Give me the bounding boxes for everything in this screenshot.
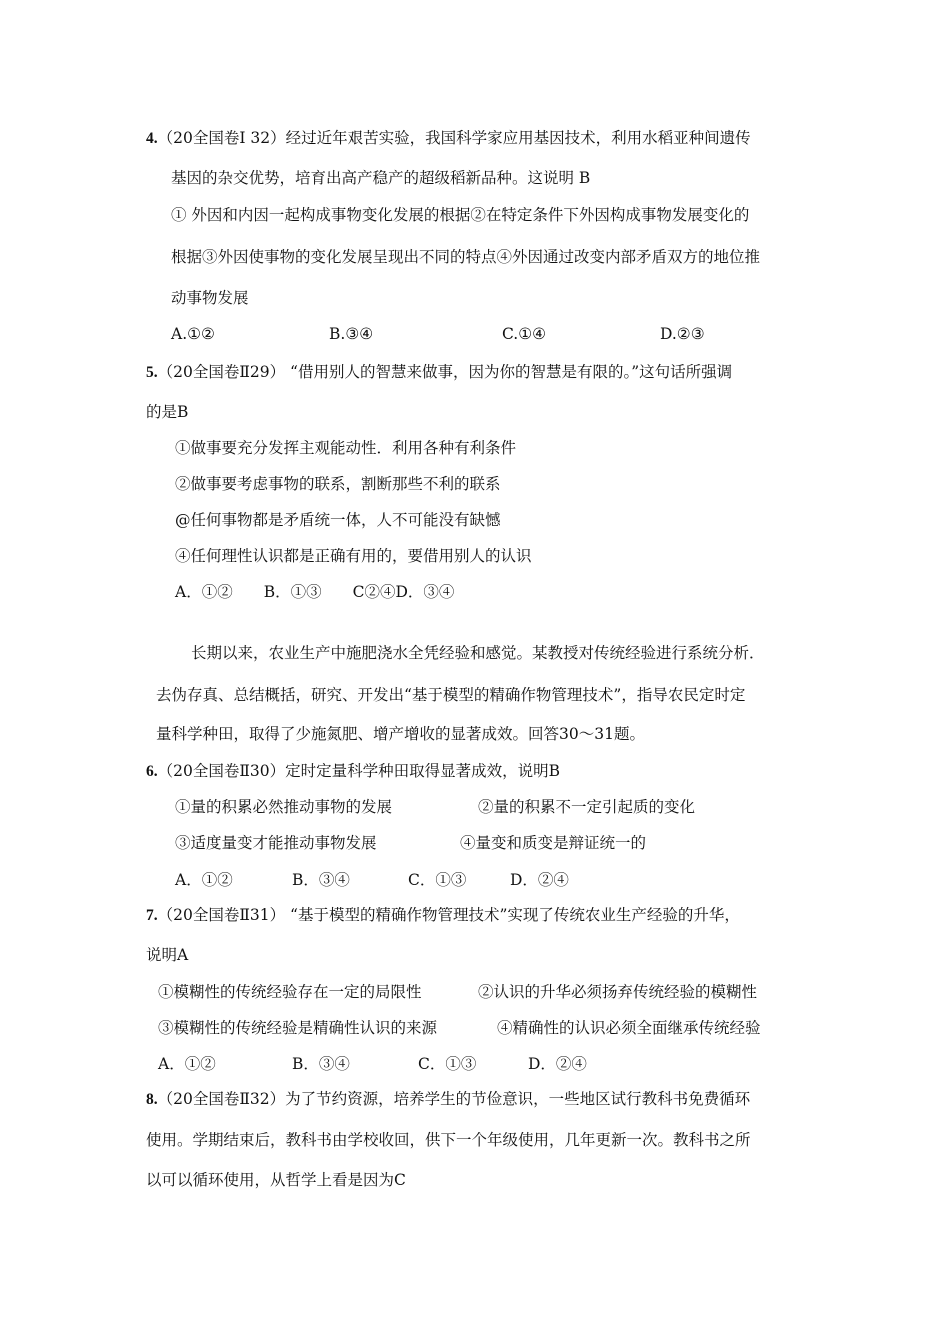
q5-text-1: （20全国卷Ⅱ29） “借用别人的智慧来做事，因为你的智慧是有限的。”这句话所强调 — [157, 363, 733, 381]
q6-statement-4: ④量变和质变是辩证统一的 — [460, 834, 647, 852]
q7-option-d: D．②④ — [528, 1055, 587, 1073]
q5-statement-2: ②做事要考虑事物的联系，割断那些不利的联系 — [175, 475, 501, 493]
q5-statement-1: ①做事要充分发挥主观能动性．利用各种有利条件 — [175, 439, 517, 457]
q4-line-3: ① 外因和内因一起构成事物变化发展的根据②在特定条件下外因构成事物发展变化的 — [171, 206, 750, 224]
passage-line-1: 长期以来，农业生产中施肥浇水全凭经验和感觉。某教授对传统经验进行系统分析． — [191, 644, 765, 662]
q6-statement-2: ②量的积累不一定引起质的变化 — [478, 798, 696, 816]
q7-number: 7. — [146, 907, 158, 924]
q4-number: 4. — [146, 130, 158, 147]
q6-line-1 — [146, 760, 560, 783]
q8-number: 8. — [146, 1091, 158, 1108]
q7-option-a: A．①② — [158, 1055, 216, 1073]
q7-statement-4: ④精确性的认识必须全面继承传统经验 — [497, 1019, 761, 1037]
q4-line-2: 基因的杂交优势，培育出高产稳产的超级稻新品种。这说明 B — [171, 169, 591, 187]
q4-line-1 — [146, 127, 751, 150]
q6-option-c: C．①③ — [408, 871, 467, 889]
q4-option-c: C.①④ — [502, 325, 547, 343]
q6-statement-1: ①量的积累必然推动事物的发展 — [175, 798, 393, 816]
q4-text-1: （20全国卷Ⅰ 32）经过近年艰苦实验，我国科学家应用基因技术，利用水稻亚种间遗传 — [157, 129, 751, 147]
q7-statement-1: ①模糊性的传统经验存在一定的局限性 — [158, 983, 422, 1001]
q5-statement-3: @任何事物都是矛盾统一体，人不可能没有缺憾 — [175, 511, 501, 529]
q7-text-1: （20全国卷Ⅱ31） “基于模型的精确作物管理技术”实现了传统农业生产经验的升华， — [157, 906, 740, 924]
q7-option-c: C．①③ — [418, 1055, 477, 1073]
q6-option-b: B．③④ — [292, 871, 350, 889]
q5-options: A．①② B．①③ C②④D．③④ — [175, 583, 455, 601]
q5-statement-4: ④任何理性认识都是正确有用的，要借用别人的认识 — [175, 547, 532, 565]
q5-line-1 — [146, 361, 732, 384]
q6-option-d: D．②④ — [510, 871, 569, 889]
q8-line-3: 以可以循环使用，从哲学上看是因为C — [146, 1171, 406, 1189]
q8-text-1: （20全国卷Ⅱ32）为了节约资源，培养学生的节俭意识，一些地区试行教科书免费循环 — [157, 1090, 751, 1108]
q4-line-4: 根据③外因使事物的变化发展呈现出不同的特点④外因通过改变内部矛盾双方的地位推 — [171, 248, 761, 266]
q5-number: 5. — [146, 364, 158, 381]
q7-line-2: 说明A — [146, 946, 189, 964]
q6-number: 6. — [146, 763, 158, 780]
q7-option-b: B．③④ — [292, 1055, 350, 1073]
q5-line-2: 的是B — [146, 403, 189, 421]
q4-option-a: A.①② — [171, 325, 215, 343]
passage-line-2: 去伪存真、总结概括，研究、开发出“基于模型的精确作物管理技术”，指导农民定时定 — [156, 686, 746, 704]
q8-line-1 — [146, 1088, 750, 1111]
q6-text-1: （20全国卷Ⅱ30）定时定量科学种田取得显著成效，说明B — [157, 762, 560, 780]
q4-option-d: D.②③ — [660, 325, 705, 343]
q8-line-2: 使用。学期结束后，教科书由学校收回，供下一个年级使用，几年更新一次。教科书之所 — [146, 1131, 751, 1149]
q4-option-b: B.③④ — [329, 325, 374, 343]
q4-line-5: 动事物发展 — [171, 289, 249, 307]
passage-line-3: 量科学种田，取得了少施氮肥、增产增收的显著成效。回答30～31题。 — [156, 725, 645, 743]
q7-statement-2: ②认识的升华必须扬弃传统经验的模糊性 — [478, 983, 758, 1001]
q7-statement-3: ③模糊性的传统经验是精确性认识的来源 — [158, 1019, 438, 1037]
q6-option-a: A．①② — [175, 871, 233, 889]
q6-statement-3: ③适度量变才能推动事物发展 — [175, 834, 377, 852]
q7-line-1 — [146, 904, 740, 927]
